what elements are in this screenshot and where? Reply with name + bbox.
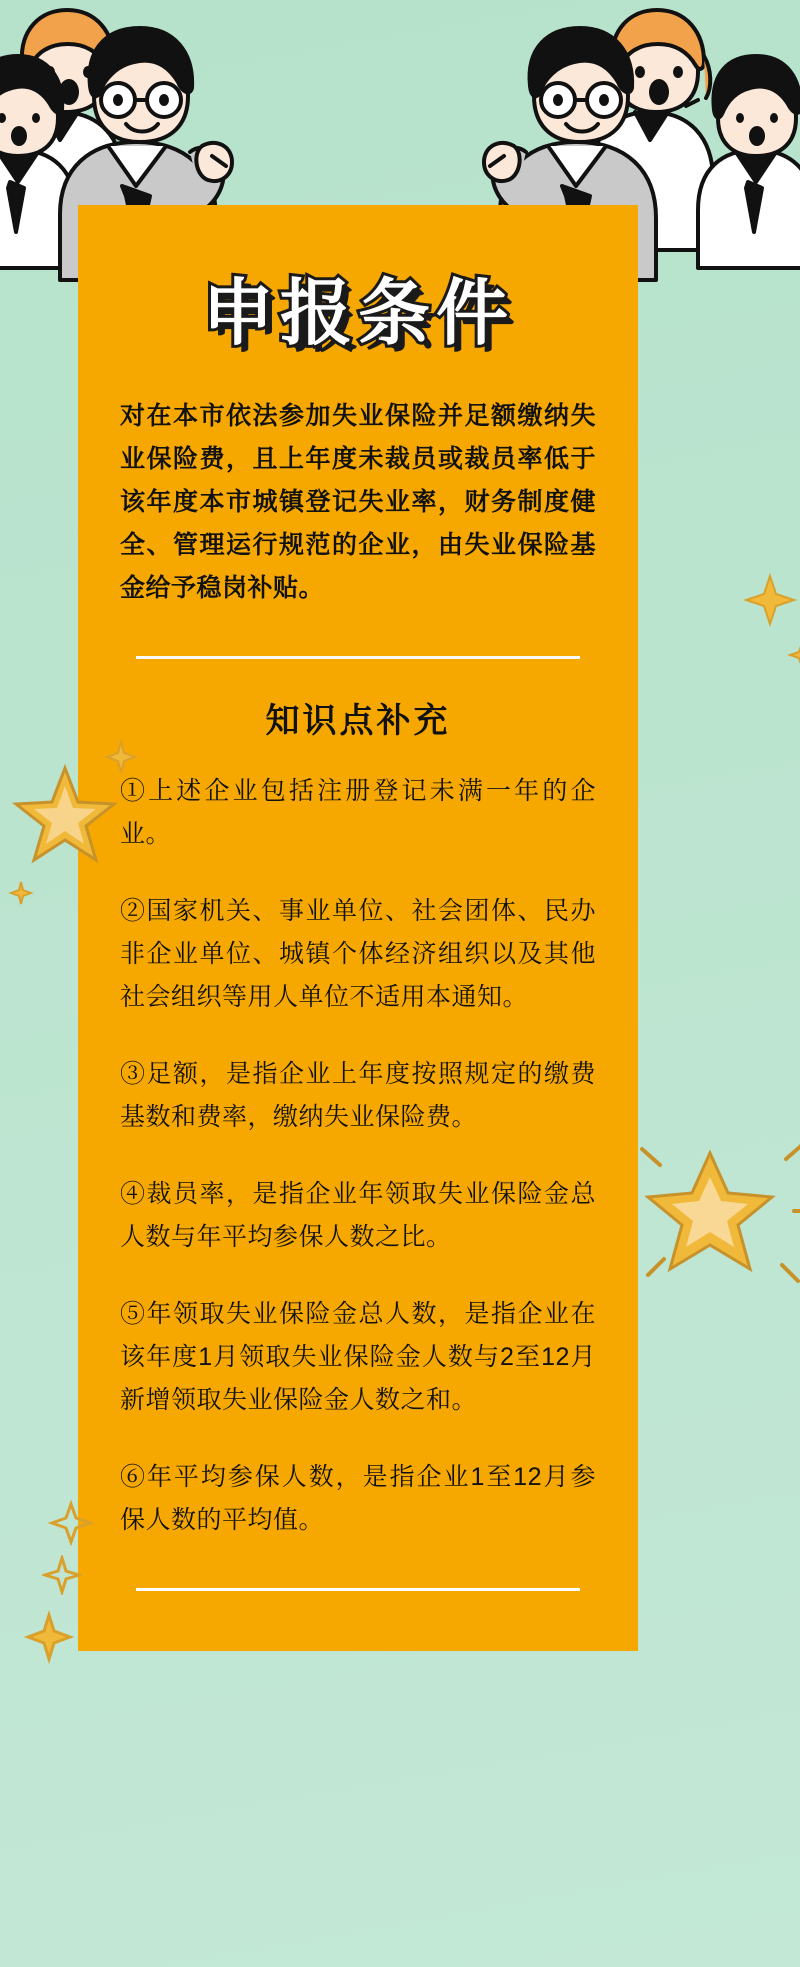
- list-item: ⑤年领取失业保险金总人数，是指企业在该年度1月领取失业保险金人数与2至12月新增领取失业保险金人数之和。: [120, 1300, 596, 1414]
- sparkle-icon: [787, 640, 800, 675]
- title-container: [78, 205, 638, 395]
- list-item: ③足额，是指企业上年度按照规定的缴费基数和费率，缴纳失业保险费。: [120, 1060, 596, 1131]
- content-card: [78, 205, 638, 1651]
- points-list: [120, 770, 596, 1542]
- page-title: 申报条件: [201, 271, 514, 355]
- list-item: ④裁员率，是指企业年领取失业保险金总人数与年平均参保人数之比。: [120, 1180, 596, 1251]
- intro-paragraph: 对在本市依法参加失业保险并足额缴纳失业保险费，且上年度未裁员或裁员率低于该年度本市城镇登记失业率，财务制度健全、管理运行规范的企业，由失业保险基金给予稳岗补贴。: [120, 402, 596, 602]
- list-item: ②国家机关、事业单位、社会团体、民办非企业单位、城镇个体经济组织以及其他社会组织等用人单位不适用本通知。: [120, 897, 596, 1011]
- list-item: ⑥年平均参保人数，是指企业1至12月参保人数的平均值。: [120, 1463, 596, 1534]
- star-decoration-icon: [740, 570, 800, 635]
- section-title: 知识点补充: [265, 702, 451, 740]
- star-decoration-icon: [636, 1135, 800, 1300]
- divider-bottom: [136, 1588, 580, 1591]
- divider-top: [136, 656, 580, 659]
- list-item: ①上述企业包括注册登记未满一年的企业。: [120, 777, 596, 848]
- sparkle-icon: [22, 1610, 76, 1669]
- sparkle-icon: [42, 1555, 82, 1600]
- sparkle-icon: [8, 880, 34, 911]
